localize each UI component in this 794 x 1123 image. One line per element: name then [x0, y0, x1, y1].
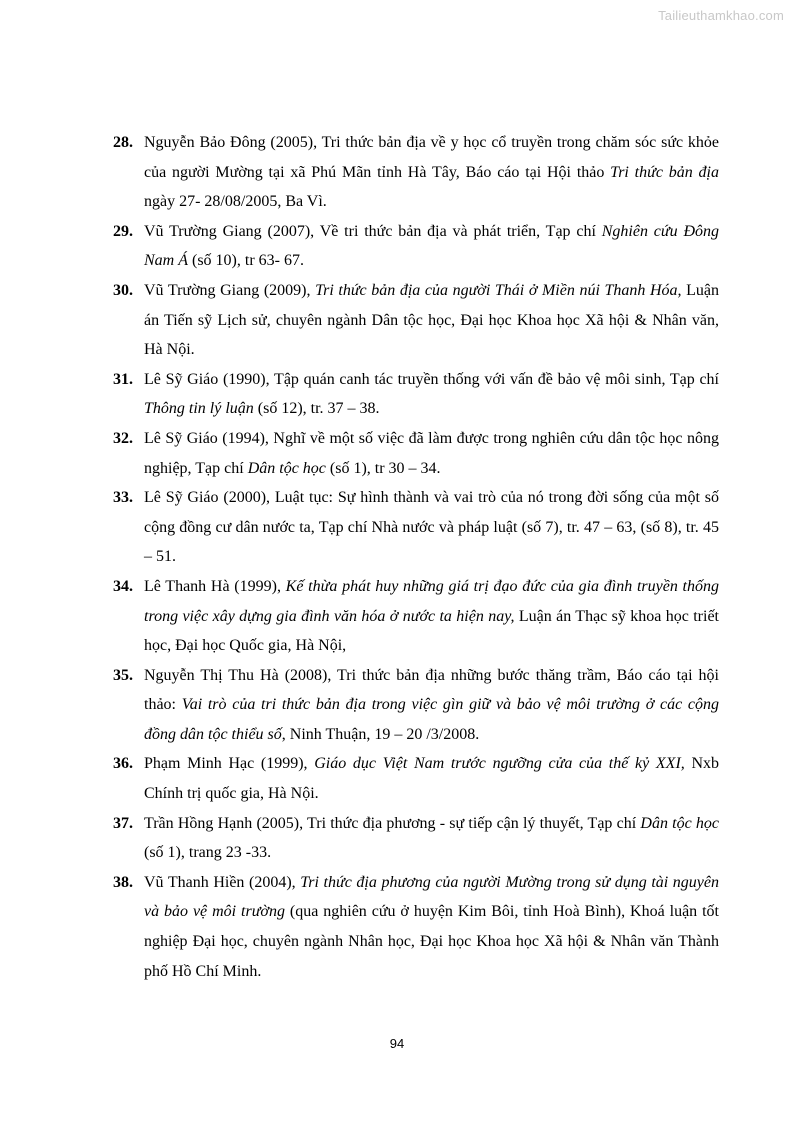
reference-text: [144, 223, 719, 270]
reference-item: [113, 661, 719, 750]
reference-text-segment: (số 10), tr 63- 67.: [188, 252, 304, 270]
reference-item: [113, 483, 719, 572]
reference-item: [113, 128, 719, 217]
reference-title-italic: Dân tộc học: [640, 814, 720, 832]
reference-text-segment: , Ninh Thuận, 19 – 20 /3/2008.: [281, 725, 480, 743]
reference-text-segment: Vũ Trường Giang (2007), Về tri thức bản địa và phát triển, Tạp chí: [144, 222, 602, 240]
reference-text-segment: (qua nghiên cứu ở huyện Kim Bôi, tỉnh Hoà Bình), Khoá luận tốt nghiệp Đại học, chuyên ngành Nhân học, Đại học Khoa học Xã hội & Nhân văn Thành phố Hồ Chí Minh.: [144, 903, 719, 980]
reference-item: [113, 572, 719, 661]
reference-text: [144, 371, 719, 418]
watermark: Tailieuthamkhao.com: [658, 8, 784, 23]
reference-text: [144, 282, 719, 358]
reference-text: [144, 430, 719, 477]
reference-text: [144, 134, 719, 210]
reference-title-italic: Tri thức địa phương của người Mường trong sử dụng tài nguyên và bảo vệ môi trường: [144, 873, 720, 921]
reference-text-segment: (số 1), trang 23 -33.: [144, 844, 272, 862]
reference-number: 33.: [113, 489, 133, 507]
page-number: 94: [389, 1036, 405, 1051]
reference-text-segment: (số 1), tr 30 – 34.: [325, 459, 441, 477]
reference-item: [113, 276, 719, 365]
reference-text-segment: Vũ Trường Giang (2009),: [144, 281, 316, 299]
reference-text-segment: Lê Sỹ Giáo (1994), Nghĩ về một số việc đã làm được trong nghiên cứu dân tộc học nông nghiệp, Tạp chí: [144, 429, 719, 477]
reference-text-segment: Vũ Thanh Hiền (2004),: [144, 873, 301, 891]
reference-number: 31.: [113, 370, 133, 388]
reference-text-segment: ngày 27- 28/08/2005, Ba Vì.: [144, 193, 327, 211]
reference-item: [113, 749, 719, 808]
reference-title-italic: Tri thức bản địa: [610, 163, 719, 181]
reference-item: [113, 217, 719, 276]
reference-title-italic: Kế thừa phát huy những giá trị đạo đức của gia đình truyền thống trong việc xây dựng gia đình văn hóa ở nước ta hiện nay,: [144, 577, 719, 625]
reference-title-italic: Tri thức bản địa của người Thái ở Miền núi Thanh Hóa,: [315, 281, 682, 299]
reference-number: 34.: [113, 577, 133, 595]
reference-item: [113, 868, 719, 986]
reference-text: [144, 489, 719, 565]
reference-title-italic: Vai trò của tri thức bản địa trong việc gìn giữ và bảo vệ môi trường ở các cộng đồng dân tộc thiểu số: [144, 696, 719, 743]
reference-title-italic: Giáo dục Việt Nam trước ngưỡng cửa của thế kỷ XXI,: [314, 755, 685, 773]
reference-item: [113, 809, 719, 868]
reference-number: 30.: [113, 281, 133, 299]
reference-list: [113, 128, 719, 986]
reference-number: 36.: [113, 755, 133, 773]
reference-text: [144, 667, 719, 743]
reference-item: [113, 424, 719, 483]
reference-text-segment: Nguyễn Thị Thu Hà (2008), Tri thức bản địa những bước thăng trầm, Báo cáo tại hội thảo:: [144, 666, 719, 714]
reference-text: [144, 815, 719, 862]
reference-text: [144, 755, 719, 802]
reference-text-segment: (số 12), tr. 37 – 38.: [253, 400, 380, 418]
reference-text-segment: Phạm Minh Hạc (1999),: [144, 755, 315, 773]
reference-title-italic: Thông tin lý luận: [144, 400, 254, 418]
reference-title-italic: Nghiên cứu Đông Nam Á: [144, 222, 719, 270]
reference-number: 37.: [113, 814, 133, 832]
reference-number: 38.: [113, 873, 133, 891]
reference-number: 35.: [113, 666, 133, 684]
reference-number: 32.: [113, 429, 133, 447]
reference-title-italic: Dân tộc học: [247, 459, 326, 477]
reference-text-segment: Lê Thanh Hà (1999),: [144, 577, 286, 595]
reference-text-segment: Trần Hồng Hạnh (2005), Tri thức địa phương - sự tiếp cận lý thuyết, Tạp chí: [144, 814, 641, 832]
reference-number: 29.: [113, 222, 133, 240]
reference-item: [113, 365, 719, 424]
reference-text-segment: Nxb Chính trị quốc gia, Hà Nội.: [144, 755, 720, 803]
reference-text-segment: Lê Sỹ Giáo (2000), Luật tục: Sự hình thành và vai trò của nó trong đời sống của một số cộng đồng cư dân nước ta, Tạp chí Nhà nước và pháp luật (số 7), tr. 47 – 63, (số 8), tr. 45 – 51.: [144, 489, 719, 566]
reference-text: [144, 578, 719, 654]
reference-text-segment: Nguyễn Bảo Đông (2005), Tri thức bản địa về y học cổ truyền trong chăm sóc sức khỏe của người Mường tại xã Phú Mãn tỉnh Hà Tây, Báo cáo tại Hội thảo: [144, 134, 719, 181]
reference-text: [144, 874, 719, 980]
reference-number: 28.: [113, 134, 133, 151]
reference-text-segment: Luận án Thạc sỹ khoa học triết học, Đại học Quốc gia, Hà Nội,: [144, 607, 720, 655]
reference-text-segment: Lê Sỹ Giáo (1990), Tập quán canh tác truyền thống với vấn đề bảo vệ môi sinh, Tạp chí: [144, 370, 719, 388]
reference-text-segment: Luận án Tiến sỹ Lịch sử, chuyên ngành Dân tộc học, Đại học Khoa học Xã hội & Nhân văn, Hà Nội.: [144, 281, 720, 359]
